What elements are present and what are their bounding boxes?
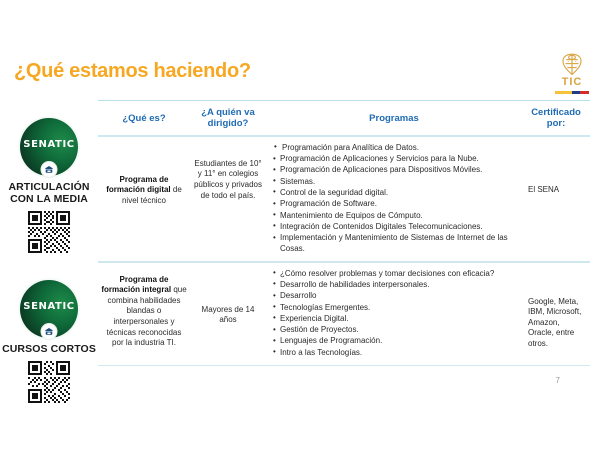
crown-shield-icon	[44, 164, 55, 175]
list-item: • Control de la seguridad digital.	[273, 188, 519, 199]
column-header-certificado	[522, 107, 590, 130]
list-item: • Experiencia Digital.	[273, 314, 519, 325]
qr-code-icon[interactable]	[28, 211, 70, 253]
list-item: • Implementación y Mantenimiento de Sistemas de Internet de las Cosas.	[273, 233, 519, 255]
list-item: • Gestión de Proyectos.	[273, 325, 519, 336]
list-item: • Tecnologías Emergentes.	[273, 303, 519, 314]
senatic-logo-icon	[20, 118, 78, 176]
header-line-2: por:	[546, 118, 566, 130]
list-item: • Integración de Contenidos Digitales Telecomunicaciones.	[273, 222, 519, 233]
mintic-wordmark: TIC	[561, 76, 583, 88]
label-line-1: ARTICULACIÓN	[8, 181, 90, 193]
table-row	[98, 137, 590, 261]
cell-que-es-rest: de nivel técnico	[121, 185, 182, 205]
mintic-logo	[550, 52, 594, 94]
list-item: • Desarrollo	[273, 291, 519, 302]
sidebar	[0, 118, 98, 403]
cell-certificado: El SENA	[528, 184, 560, 194]
cell-que-es	[98, 137, 190, 261]
crown-shield-icon-2	[44, 326, 55, 337]
cell-dirigido: Estudiantes de 10° y 11° en colegios públicos y privados de todo el país.	[193, 158, 263, 200]
colombia-coat-of-arms-icon	[550, 52, 594, 78]
cell-certificado: Google, Meta, IBM, Microsoft, Amazon, Oracle, entre otros.	[528, 296, 582, 349]
flag-blue	[572, 91, 580, 94]
programs-table	[98, 100, 590, 366]
list-item: • Desarrollo de habilidades interpersonales.	[273, 280, 519, 291]
list-item: • ¿Cómo resolver problemas y tomar decisiones con eficacia?	[273, 269, 519, 280]
cell-programas	[266, 263, 522, 365]
senatic-badge-icon	[41, 161, 58, 178]
list-item: • Programación de Aplicaciones y Servicios para la Nube.	[273, 154, 519, 165]
table-row	[98, 263, 590, 365]
cell-que-es-bold: Programa de formación integral	[101, 274, 172, 295]
list-item: • Programación de Aplicaciones para Dispositivos Móviles.	[273, 165, 519, 176]
senatic-logo-icon-2	[20, 280, 78, 338]
list-item: • Intro a las Tecnologías.	[273, 348, 519, 359]
header-line-1: ¿A quién va	[201, 106, 255, 118]
table-rule-bottom	[98, 365, 590, 366]
programas-list	[273, 143, 519, 255]
cell-que-es-rest: que combina habilidades blandas o interpersonales y técnicas reconocidas por la industria TI.	[106, 285, 187, 348]
column-header-programas: Programas	[369, 112, 419, 124]
cell-que-es-bold: Programa de formación digital	[106, 174, 171, 195]
sidebar-item-label-articulacion	[0, 181, 98, 205]
sidebar-item-cursos-cortos	[0, 280, 98, 403]
qr-code-icon-2[interactable]	[28, 361, 70, 403]
senatic-wordmark: SENATIC	[23, 139, 75, 150]
label-line-2: CON LA MEDIA	[10, 193, 88, 205]
senatic-wordmark-2: SENATIC	[23, 301, 75, 312]
page-number: 7	[555, 376, 560, 385]
flag-red	[580, 91, 589, 94]
list-item: • Sistemas.	[273, 177, 519, 188]
cell-que-es	[98, 263, 190, 365]
header-line-2: dirigido?	[207, 118, 249, 130]
programas-list	[273, 269, 519, 359]
flag-yellow	[555, 91, 572, 94]
table-header-row	[98, 101, 590, 135]
list-item: • Programación para Analítica de Datos.	[273, 143, 519, 154]
colombia-flag-bar	[555, 91, 589, 94]
column-header-dirigido	[190, 107, 266, 130]
header-line-1: Certificado	[531, 106, 581, 118]
list-item: • Lenguajes de Programación.	[273, 336, 519, 347]
list-item: • Programación de Software.	[273, 199, 519, 210]
sidebar-item-label-cursos-cortos: CURSOS CORTOS	[2, 343, 96, 355]
column-header-que-es: ¿Qué es?	[122, 112, 166, 124]
senatic-badge-icon-2	[41, 323, 58, 340]
cell-dirigido: Mayores de 14 años	[201, 304, 255, 325]
cell-programas	[266, 137, 522, 261]
list-item: • Mantenimiento de Equipos de Cómputo.	[273, 211, 519, 222]
sidebar-item-articulacion	[0, 118, 98, 253]
page-title: ¿Qué estamos haciendo?	[14, 60, 251, 82]
